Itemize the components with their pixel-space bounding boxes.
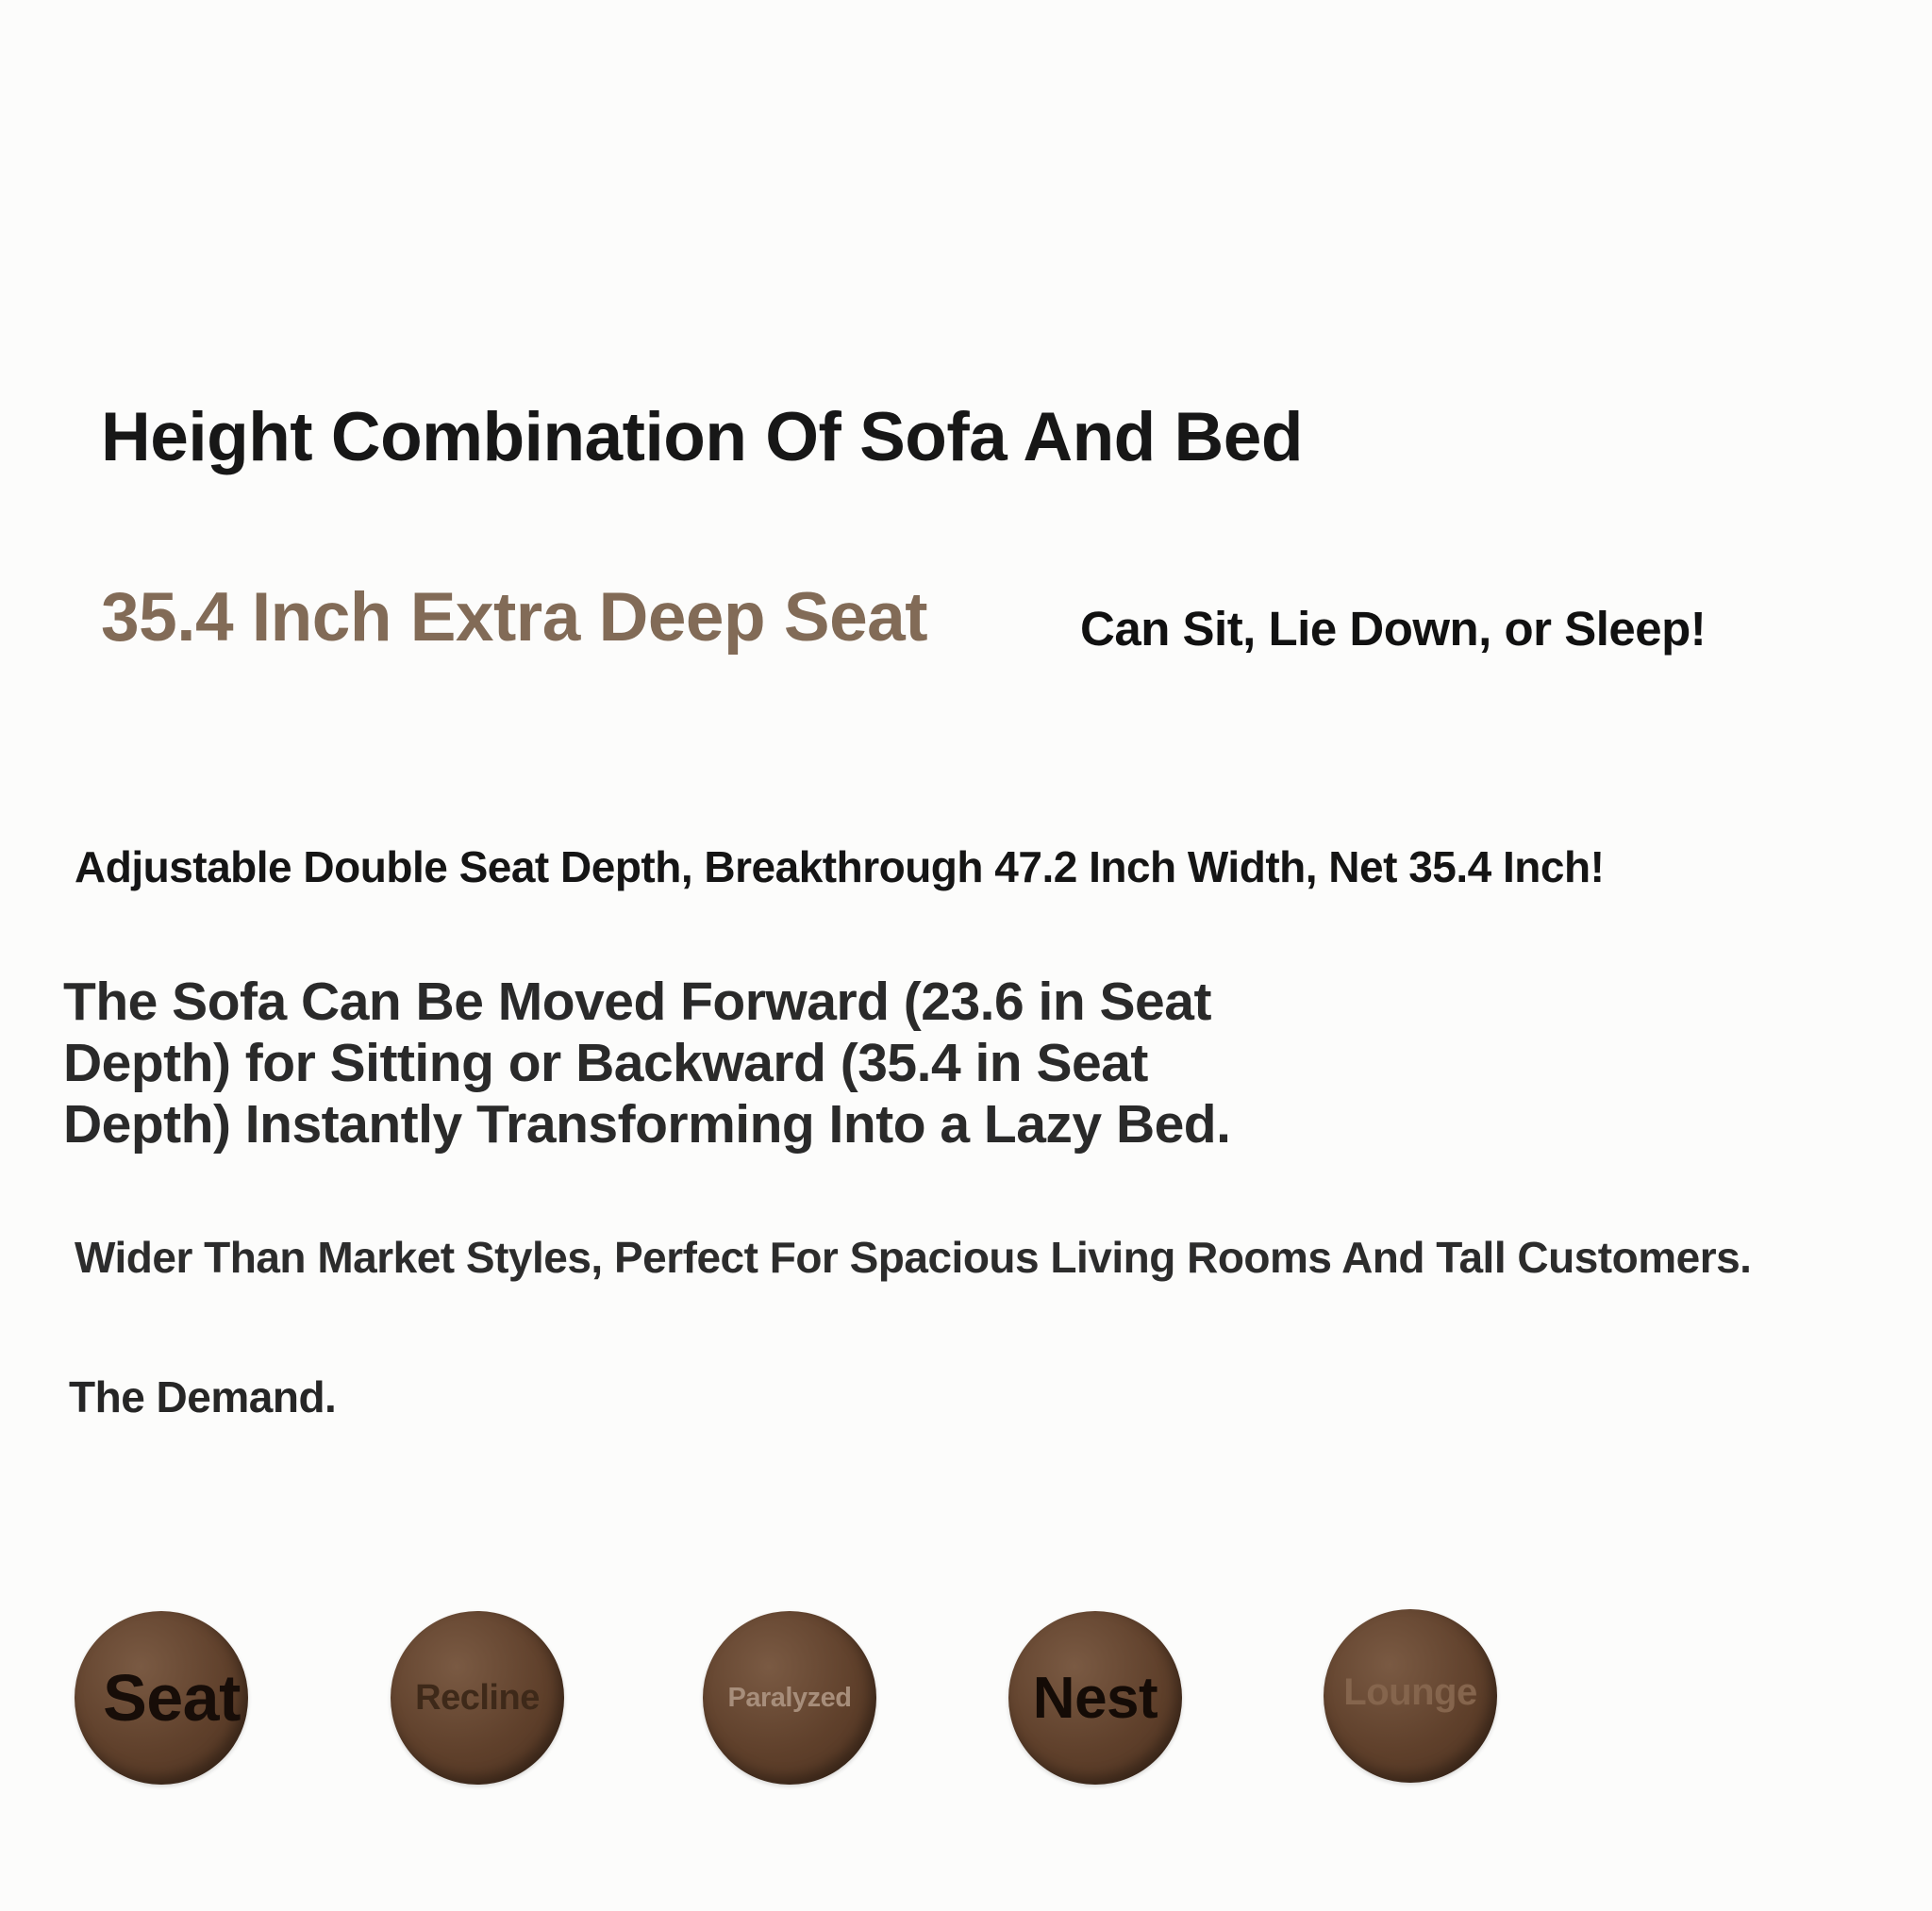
sofa-transform-paragraph: The Sofa Can Be Moved Forward (23.6 in Seat Depth) for Sitting or Backward (35.4 in Seat Depth) Instantly Transforming Into a Lazy Bed. (63, 972, 1231, 1155)
nest-mode-label: Nest (1032, 1665, 1158, 1731)
sit-lie-sleep-tagline: Can Sit, Lie Down, or Sleep! (1080, 602, 1707, 656)
seat-mode-label: Seat (103, 1661, 241, 1735)
recline-mode-label: Recline (415, 1677, 540, 1718)
adjustable-depth-text: Adjustable Double Seat Depth, Breakthrough 47.2 Inch Width, Net 35.4 Inch! (75, 842, 1605, 891)
recline-mode-button[interactable] (391, 1611, 564, 1785)
page-title: Height Combination Of Sofa And Bed (101, 399, 1303, 475)
nest-mode-button[interactable] (1008, 1611, 1182, 1785)
paralyzed-mode-label: Paralyzed (727, 1682, 852, 1713)
lounge-mode-label: Lounge (1343, 1670, 1477, 1713)
seat-depth-headline: 35.4 Inch Extra Deep Seat (101, 579, 928, 656)
demand-text: The Demand. (69, 1372, 337, 1421)
seat-mode-button[interactable] (75, 1611, 248, 1785)
mode-button-row (0, 1611, 1932, 1786)
paralyzed-mode-button[interactable] (703, 1611, 876, 1785)
wider-than-market-text: Wider Than Market Styles, Perfect For Spacious Living Rooms And Tall Customers. (75, 1233, 1752, 1282)
lounge-mode-button[interactable] (1324, 1609, 1497, 1783)
